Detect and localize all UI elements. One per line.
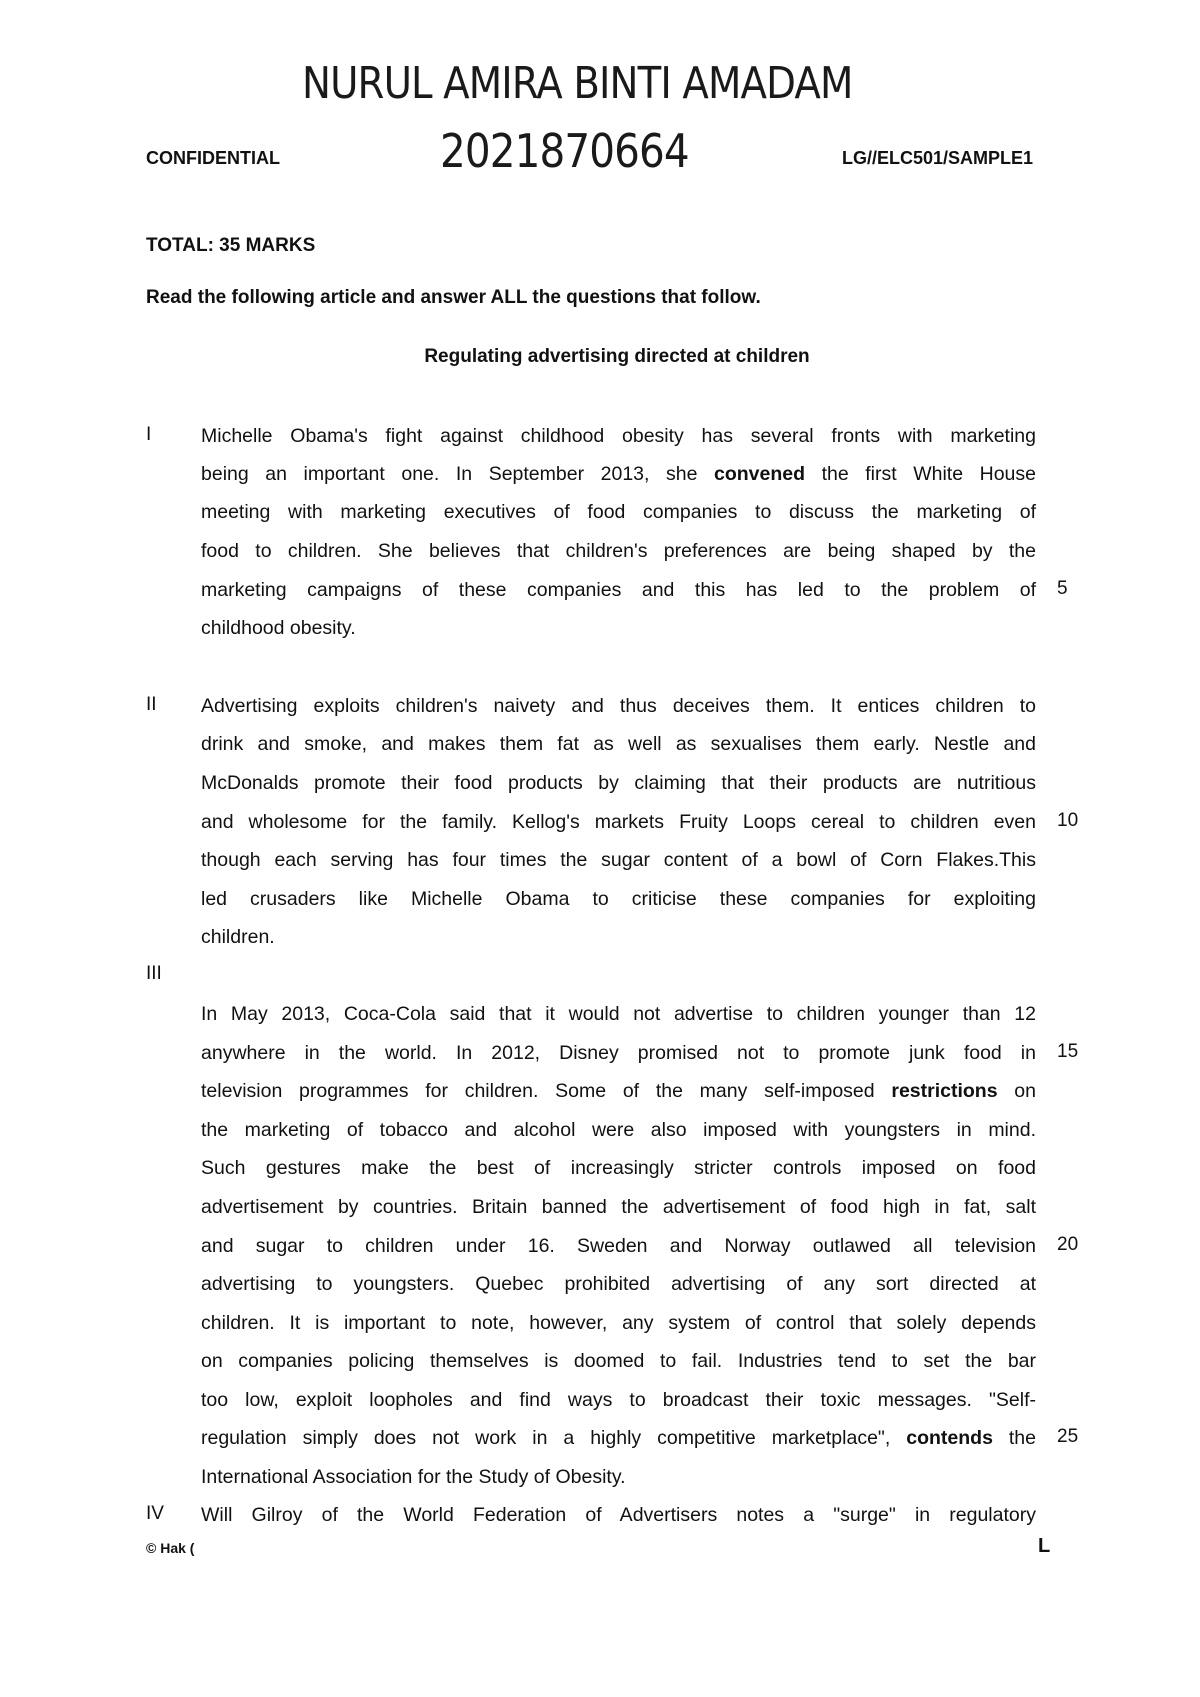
paragraph-number: III: [146, 963, 162, 984]
header-confidential: CONFIDENTIAL: [146, 148, 280, 168]
article-line: television programmes for children. Some of the many self-imposed restrictions on: [201, 1080, 1036, 1102]
bold-term: convened: [714, 463, 806, 485]
article-line: Michelle Obama's fight against childhood obesity has several fronts with marketing: [201, 425, 1036, 447]
article-line: marketing campaigns of these companies and this has led to the problem of: [201, 579, 1036, 601]
article-line: regulation simply does not work in a highly competitive marketplace", contends the: [201, 1427, 1036, 1449]
article-line: drink and smoke, and makes them fat as well as sexualises them early. Nestle and: [201, 733, 1036, 755]
article-line: on companies policing themselves is doomed to fail. Industries tend to set the bar: [201, 1350, 1036, 1372]
article-line: and wholesome for the family. Kellog's markets Fruity Loops cereal to children even: [201, 811, 1036, 833]
article-line: the marketing of tobacco and alcohol were also imposed with youngsters in mind.: [201, 1119, 1036, 1141]
instruction: Read the following article and answer ALL the questions that follow.: [146, 287, 761, 308]
article-line: advertising to youngsters. Quebec prohibited advertising of any sort directed at: [201, 1273, 1036, 1295]
line-number: 25: [1057, 1426, 1079, 1447]
article-line: Such gestures make the best of increasingly stricter controls imposed on food: [201, 1157, 1036, 1179]
article-line: Will Gilroy of the World Federation of Advertisers notes a "surge" in regulatory: [201, 1504, 1036, 1526]
handwritten-student-id: 2021870664: [440, 124, 689, 178]
article-line: led crusaders like Michelle Obama to criticise these companies for exploiting: [201, 888, 1036, 910]
article-line: though each serving has four times the sugar content of a bowl of Corn Flakes.This: [201, 849, 1036, 871]
article-line: food to children. She believes that children's preferences are being shaped by the: [201, 540, 1036, 562]
article-line: International Association for the Study of Obesity.: [201, 1466, 626, 1488]
article-line: Advertising exploits children's naivety and thus deceives them. It entices children to: [201, 695, 1036, 717]
bold-term: restrictions: [891, 1080, 998, 1102]
article-line: meeting with marketing executives of food companies to discuss the marketing of: [201, 501, 1036, 523]
line-number: 5: [1057, 578, 1068, 599]
article-line: too low, exploit loopholes and find ways to broadcast their toxic messages. "Self-: [201, 1389, 1036, 1411]
total-marks: TOTAL: 35 MARKS: [146, 235, 316, 256]
line-number: 15: [1057, 1041, 1079, 1062]
article-line: McDonalds promote their food products by claiming that their products are nutritious: [201, 772, 1036, 794]
article-line: anywhere in the world. In 2012, Disney promised not to promote junk food in: [201, 1042, 1036, 1064]
line-number: 10: [1057, 810, 1079, 831]
footer-mark: L: [1038, 1535, 1051, 1557]
article-line: childhood obesity.: [201, 617, 356, 639]
paragraph-number: II: [146, 694, 157, 715]
article-line: children. It is important to note, however, any system of control that solely depends: [201, 1312, 1036, 1334]
article-title: Regulating advertising directed at children: [424, 346, 810, 367]
bold-term: contends: [906, 1427, 993, 1449]
handwritten-name: NURUL AMIRA BINTI AMADAM: [302, 58, 853, 109]
article-line: and sugar to children under 16. Sweden and Norway outlawed all television: [201, 1235, 1036, 1257]
header-course-code: LG//ELC501/SAMPLE1: [842, 148, 1034, 168]
footer-copyright: © Hak (: [146, 1540, 195, 1556]
article-line: advertisement by countries. Britain banned the advertisement of food high in fat, salt: [201, 1196, 1036, 1218]
article-line: children.: [201, 926, 275, 948]
article-line: being an important one. In September 2013, she convened the first White House: [201, 463, 1036, 485]
line-number: 20: [1057, 1234, 1079, 1255]
article-line: In May 2013, Coca-Cola said that it would not advertise to children younger than 12: [201, 1003, 1036, 1025]
paragraph-number: IV: [146, 1503, 164, 1524]
paragraph-number: I: [146, 424, 152, 445]
